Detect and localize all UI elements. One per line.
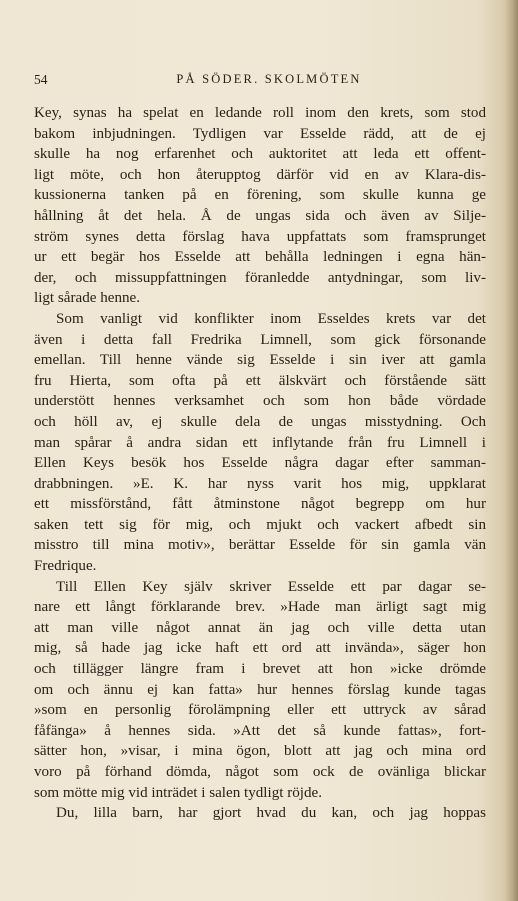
text-line: ett missförstånd, fått åtminstone något begrepp om hur xyxy=(34,496,486,513)
text-line: ström synes detta förslag hava uppfattats som framsprunget xyxy=(34,228,486,245)
page-header xyxy=(34,72,486,90)
text-line: ligt sårade henne. xyxy=(34,290,141,307)
text-line: hållning åt det hela. Å de ungas sida och även av Silje- xyxy=(34,207,486,224)
text-line: ur ett begär hos Esselde att behålla ledningen i egna hän- xyxy=(34,249,486,266)
text-line: Till Ellen Key själv skriver Esselde ett par dagar se- xyxy=(56,578,486,595)
text-line: Som vanligt vid konflikter inom Esseldes krets var det xyxy=(56,310,486,327)
text-line: om och ännu ej kan fatta» hur hennes förslag kunde tagas xyxy=(34,681,486,698)
paragraph xyxy=(34,803,486,824)
text-line: som mötte mig vid inträdet i salen tydligt röjde. xyxy=(34,784,322,801)
text-line: nare ett långt förklarande brev. »Hade man ärligt sagt mig xyxy=(34,599,486,616)
running-head: PÅ SÖDER. SKOLMÖTEN xyxy=(176,72,362,86)
text-line: bakom inbjudningen. Tydligen var Esselde rädd, att de ej xyxy=(34,125,486,142)
text-line: och höll av, ej skulle dela de ungas misstydning. Och xyxy=(34,413,486,430)
text-line: misstro till mina motiv», berättar Esselde för sin gamla vän xyxy=(34,537,486,554)
text-line: sätter hon, »visar, i mina ögon, blott att jag och mina ord xyxy=(34,743,486,760)
text-line: saken tett sig för mig, och mjukt och vackert afbedt sin xyxy=(34,516,486,533)
text-line: der, och missuppfattningen föranledde antydningar, som liv- xyxy=(34,269,486,286)
text-line: voro på förhand dömda, något som ock de ovänliga blickar xyxy=(34,764,486,780)
page-edge-shadow xyxy=(504,0,518,901)
text-line: man spårar å andra sidan ett inflytande från fru Limnell i xyxy=(34,434,486,451)
paragraph xyxy=(34,309,486,577)
text-line: Key, synas ha spelat en ledande roll inom den krets, som stod xyxy=(34,105,486,121)
text-line: skulle ha nog erfarenhet och auktoritet att leda ett offent- xyxy=(34,146,486,163)
text-line: drabbningen. »E. K. har nyss varit hos mig, uppklarat xyxy=(34,475,486,492)
body-text xyxy=(34,103,486,824)
text-line: understött hennes verksamhet och som hon både vördade xyxy=(34,393,486,410)
text-line: även i detta fall Fredrika Limnell, som gick försonande xyxy=(34,331,486,348)
text-line: ligt möte, och hon återupptog därför vid en av Klara-dis- xyxy=(34,166,486,183)
text-line: Ellen Keys besök hos Esselde några dagar efter samman- xyxy=(34,455,486,472)
text-line: att man ville något annat än jag och ville detta utan xyxy=(34,619,486,636)
text-line: Du, lilla barn, har gjort hvad du kan, och jag hoppas xyxy=(56,805,486,822)
text-line: emellan. Till henne vände sig Esselde i sin iver att gamla xyxy=(34,352,486,369)
text-line: kussionerna tanken på en förening, som skulle kunna ge xyxy=(34,187,486,204)
text-line: mig, så hade jag icke haft ett ord att invända», säger hon xyxy=(34,640,486,657)
paragraph xyxy=(34,103,486,309)
text-line: Fredrique. xyxy=(34,558,97,575)
page-number: 54 xyxy=(34,72,48,87)
text-line: och tillägger längre fram i brevet att hon »icke drömde xyxy=(34,661,486,678)
text-line: fåfänga» å hennes sida. »Att det så kunde fattas», fort- xyxy=(34,722,486,739)
paragraph xyxy=(34,577,486,804)
text-line: »som en personlig förolämpning eller ett uttryck av sårad xyxy=(34,702,486,719)
text-line: fru Hierta, som ofta på ett älskvärt och förstående sätt xyxy=(34,372,486,389)
